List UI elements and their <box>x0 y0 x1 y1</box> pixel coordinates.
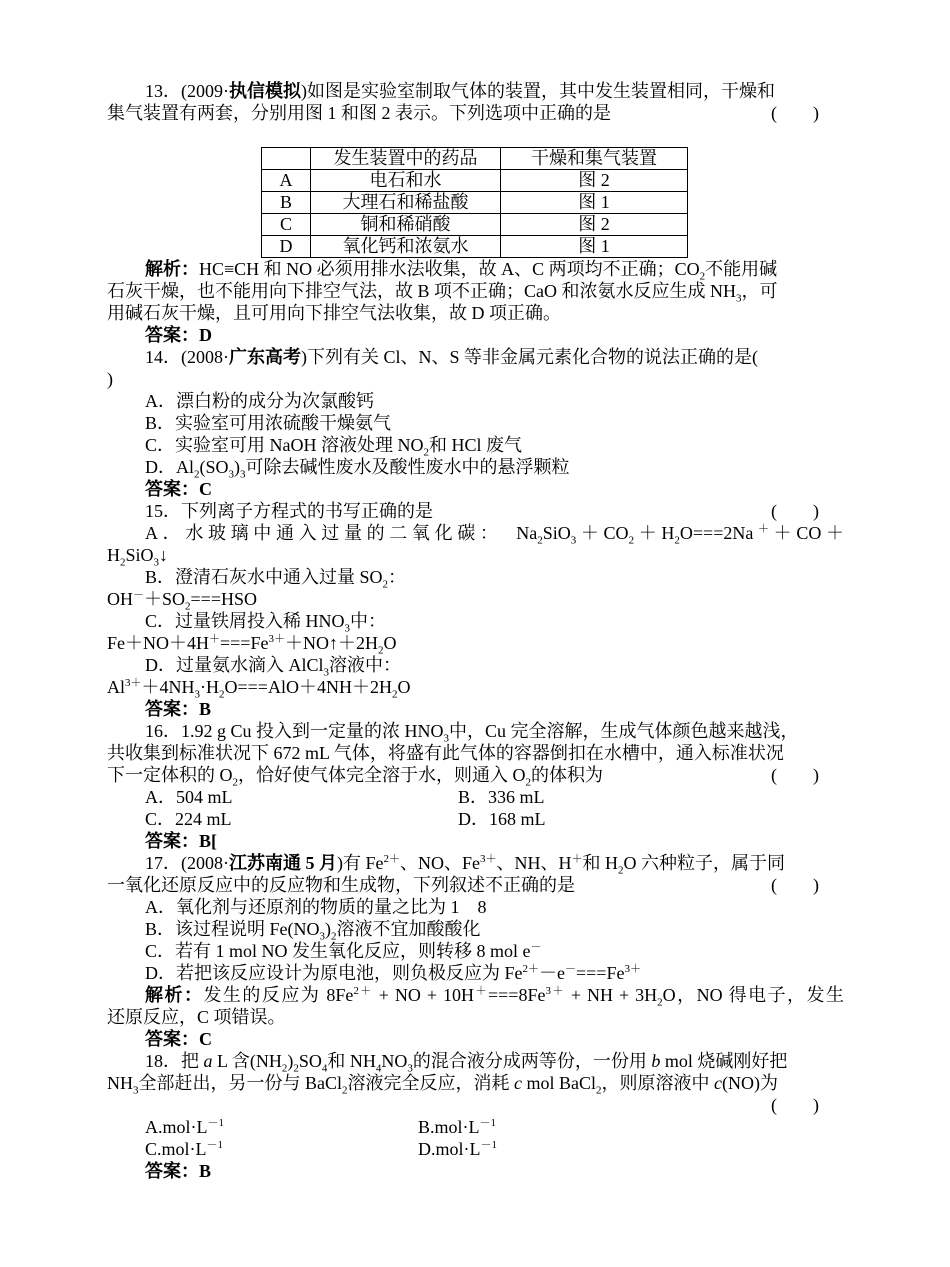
q18-text: 溶液完全反应，消耗 <box>347 1073 515 1093</box>
subscript: 2 <box>331 930 337 943</box>
q13-stem-line2: 集气装置有两套，分别用图 1 和图 2 表示。下列选项中正确的是 <box>107 103 611 123</box>
q15-stem: 15．下列离子方程式的书写正确的是 <box>145 501 433 521</box>
subscript: 2 <box>657 996 663 1009</box>
q14-stem-line2: ) <box>107 369 113 389</box>
table-cell: C <box>262 214 311 236</box>
subscript: 3 <box>228 468 235 481</box>
subscript: 2 <box>618 864 624 877</box>
equation-text: ＋CO＋ <box>773 523 844 543</box>
analysis-text: O，NO 得电子，发生 <box>662 985 845 1005</box>
variable-b: b <box>651 1051 661 1071</box>
q18-option-c <box>145 1138 223 1160</box>
equation-text: SiO <box>542 523 571 543</box>
q17-text: 、NO、Fe <box>400 853 480 873</box>
q14-source: 广东高考 <box>229 347 301 367</box>
q18-text: SO <box>298 1051 322 1071</box>
option-text: C．过量铁屑投入稀 HNO <box>145 611 345 631</box>
option-text: D．若把该反应设计为原电池，则负极反应为 Fe <box>145 963 523 983</box>
superscript: ＋ <box>474 985 488 997</box>
equation-text: ＋4NH <box>141 677 195 697</box>
table-cell: 图 2 <box>501 170 688 192</box>
analysis-label: 解析： <box>145 985 204 1005</box>
table-cell: 图 1 <box>501 192 688 214</box>
q17-option-a: A．氧化剂与还原剂的物质的量之比为 1 8 <box>145 897 487 917</box>
table-cell: B <box>262 192 311 214</box>
q18-text: 的混合液分成两等份，一份用 <box>412 1051 652 1071</box>
equation-text: ===HSO <box>190 589 257 609</box>
table-header-cell: 发生装置中的药品 <box>311 148 501 170</box>
q16-stem-line2: 共收集到标准状况下 672 mL 气体，将盛有此气体的容器倒扣在水槽中，通入标准状况 <box>107 743 784 763</box>
q17-answer-paren: ( ) <box>771 875 819 895</box>
q14-option-a: A．漂白粉的成分为次氯酸钙 <box>145 391 374 411</box>
equation-text: ＋NO↑＋2H <box>284 633 378 653</box>
subscript: 4 <box>321 1062 328 1075</box>
q15-answer: 答案：B <box>145 699 212 719</box>
subscript: 2 <box>232 776 238 789</box>
superscript: －1 <box>479 1117 496 1129</box>
equation-text: ＋CO <box>576 523 629 543</box>
q18-option-d <box>418 1138 497 1160</box>
superscript: 2＋ <box>353 985 373 997</box>
option-text: ===Fe <box>576 963 625 983</box>
q16-text: 中，Cu 完全溶解，生成气体颜色越来越浅， <box>449 721 799 741</box>
superscript: 3＋ <box>545 985 565 997</box>
variable-c: c <box>714 1073 723 1093</box>
superscript: 3＋ <box>624 963 641 975</box>
subscript: 3 <box>240 468 246 481</box>
table-row <box>262 214 688 236</box>
subscript: 2 <box>525 776 531 789</box>
q14-text: )下列有关 Cl、N、S 等非金属元素化合物的说法正确的是( <box>301 347 759 367</box>
q16-stem-line1 <box>145 720 799 745</box>
q15-option-d <box>145 654 402 679</box>
analysis-text: + NO + 10H <box>372 985 475 1005</box>
q18-text: L 含(NH <box>212 1051 282 1071</box>
variable-c: c <box>514 1073 523 1093</box>
q17-analysis-line1 <box>145 984 845 1009</box>
subscript: 2 <box>674 534 680 547</box>
q15-option-b-equation <box>107 588 257 613</box>
table-row <box>262 170 688 192</box>
subscript: 2 <box>391 688 398 701</box>
q14-answer: 答案：C <box>145 479 212 499</box>
q13-analysis-line1 <box>145 258 778 283</box>
equation-text: ===Fe <box>220 633 269 653</box>
option-text: B．澄清石灰水中通入过量 SO <box>145 567 383 587</box>
q17-answer: 答案：C <box>145 1029 212 1049</box>
q15-option-c-equation <box>107 632 397 657</box>
subscript: 2 <box>628 534 635 547</box>
q17-number: 17．(2008· <box>145 853 229 873</box>
subscript: 3 <box>443 732 450 745</box>
equation-text: Fe＋NO＋4H <box>107 633 209 653</box>
q13-number: 13．(2009· <box>145 81 229 101</box>
table-header-row <box>262 148 688 170</box>
subscript: 2 <box>342 1084 348 1097</box>
option-text: A．水玻璃中通入过量的二氧化碳： Na <box>145 523 538 543</box>
equation-text: O <box>397 677 411 697</box>
superscript: －1 <box>207 1117 224 1129</box>
q18-text: 18．把 <box>145 1051 204 1071</box>
option-text: D．Al <box>145 457 194 477</box>
option-text: C．若有 1 mol NO 发生氧化反应，则转移 8 mol e <box>145 941 531 961</box>
table-header-cell: 干燥和集气装置 <box>501 148 688 170</box>
subscript: 3 <box>323 666 330 679</box>
superscript: 2＋ <box>522 963 539 975</box>
q14-option-c <box>145 434 523 459</box>
option-text: D．过量氨水滴入 AlCl <box>145 655 324 675</box>
q13-text: )如图是实验室制取气体的装置，其中发生装置相同，干燥和 <box>301 81 775 101</box>
q13-answer-paren: ( ) <box>771 103 819 123</box>
subscript: 2 <box>120 556 126 569</box>
q18-option-b <box>418 1116 496 1138</box>
q18-option-a <box>145 1116 224 1138</box>
q15-option-a-line2 <box>107 544 169 569</box>
superscript: － <box>133 589 144 601</box>
option-text: B.mol·L <box>418 1117 480 1137</box>
q16-text: 的体积为 <box>531 765 603 785</box>
equation-text: O===2Na <box>679 523 754 543</box>
analysis-text: 发生的反应为 8Fe <box>203 985 354 1005</box>
subscript: 3 <box>407 1062 413 1075</box>
q17-text: )有 Fe <box>337 853 384 873</box>
subscript: 2 <box>281 1062 288 1075</box>
option-text: 溶液不宜加酸酸化 <box>336 919 481 939</box>
q16-option-a: A．504 mL <box>145 787 233 807</box>
q15-option-d-equation <box>107 676 411 701</box>
option-text: ) <box>325 919 331 939</box>
q18-answer-paren: ( ) <box>771 1095 819 1115</box>
superscript: 3＋ <box>125 677 142 689</box>
subscript: 2 <box>377 644 384 657</box>
option-text: －e <box>539 963 565 983</box>
q17-stem-line2: 一氧化还原反应中的反应物和生成物，下列叙述不正确的是 <box>107 875 575 895</box>
q15-option-b <box>145 566 407 591</box>
option-text: D.mol·L <box>418 1139 481 1159</box>
q16-text: 下一定体积的 O <box>107 765 233 785</box>
q16-option-c: C．224 mL <box>145 809 232 829</box>
equation-text: H <box>107 545 120 565</box>
q14-number: 14．(2008· <box>145 347 229 367</box>
superscript: － <box>565 963 576 975</box>
subscript: 3 <box>133 1084 139 1097</box>
equation-text: ＋SO <box>144 589 186 609</box>
variable-a: a <box>203 1051 213 1071</box>
analysis-text: 不能用碱 <box>705 259 778 279</box>
subscript: 3 <box>153 556 160 569</box>
q18-text: (NO)为 <box>722 1073 779 1093</box>
table-cell: 氧化钙和浓氨水 <box>311 236 501 258</box>
q15-option-a-line1 <box>145 522 844 547</box>
subscript: 2 <box>382 578 389 591</box>
table-cell: D <box>262 236 311 258</box>
analysis-text: 石灰干燥，也不能用向下排空气法，故 B 项不正确；CaO 和浓氨水反应生成 NH <box>107 281 736 301</box>
q16-answer: 答案：B[ <box>145 831 217 851</box>
option-text: 和 HCl 废气 <box>429 435 523 455</box>
option-text: C.mol·L <box>145 1139 207 1159</box>
analysis-text: ，可 <box>741 281 778 301</box>
superscript: － <box>530 941 542 953</box>
superscript: 3＋ <box>480 853 497 865</box>
subscript: 3 <box>736 292 742 305</box>
option-text: (SO <box>199 457 229 477</box>
subscript: 2 <box>699 270 706 283</box>
q18-text: mol BaCl <box>522 1073 597 1093</box>
table-cell: A <box>262 170 311 192</box>
q18-stem-line2 <box>107 1072 779 1097</box>
equation-text: ·H <box>200 677 219 697</box>
option-text: B．该过程说明 Fe(NO <box>145 919 320 939</box>
q18-text: mol 烧碱刚好把 <box>660 1051 788 1071</box>
subscript: 2 <box>423 446 429 459</box>
q17-source: 江苏南通 5 月 <box>229 853 337 873</box>
q17-analysis-line2: 还原反应，C 项错误。 <box>107 1007 286 1027</box>
option-text: C．实验室可用 NaOH 溶液处理 NO <box>145 435 424 455</box>
q16-stem-line3 <box>107 764 603 789</box>
down-arrow-symbol: ↓ <box>159 545 169 565</box>
table-cell: 电石和水 <box>311 170 501 192</box>
equation-text: Al <box>107 677 125 697</box>
q14-option-b: B．实验室可用浓硫酸干燥氨气 <box>145 413 392 433</box>
q18-text: ) <box>287 1051 294 1071</box>
superscript: ＋ <box>571 853 583 865</box>
equation-text: SiO <box>125 545 154 565</box>
subscript: 3 <box>319 930 325 943</box>
q16-option-d: D．168 mL <box>458 809 546 829</box>
q17-option-b <box>145 918 481 943</box>
subscript: 2 <box>194 468 200 481</box>
subscript: 2 <box>185 600 191 613</box>
analysis-text: ===8Fe <box>488 985 546 1005</box>
q17-option-d <box>145 962 641 984</box>
analysis-text: + NH + 3H <box>564 985 658 1005</box>
q18-text: 和 NH <box>327 1051 376 1071</box>
q18-answer: 答案：B <box>145 1161 212 1181</box>
analysis-text: HC≡CH 和 NO 必须用排水法收集，故 A、C 两项均不正确；CO <box>199 259 700 279</box>
q17-text: 和 H <box>582 853 618 873</box>
subscript: 2 <box>596 1084 602 1097</box>
q17-text: O 六种粒子，属于同 <box>623 853 785 873</box>
q13-analysis-line3: 用碱石灰干燥，且可用向下排空气法收集，故 D 项正确。 <box>107 303 561 323</box>
q15-answer-paren: ( ) <box>771 501 819 521</box>
q18-text: 全部赶出，另一份与 BaCl <box>138 1073 343 1093</box>
superscript: ＋ <box>209 633 220 645</box>
subscript: 2 <box>293 1062 299 1075</box>
table-cell: 铜和稀硝酸 <box>311 214 501 236</box>
superscript: 2＋ <box>383 853 400 865</box>
table-cell: 图 2 <box>501 214 688 236</box>
q13-answer: 答案：D <box>145 325 212 345</box>
q16-answer-paren: ( ) <box>771 765 819 785</box>
q14-stem-line1 <box>145 346 758 368</box>
q16-text: 16．1.92 g Cu 投入到一定量的浓 HNO <box>145 721 444 741</box>
table-cell: 大理石和稀盐酸 <box>311 192 501 214</box>
subscript: 3 <box>194 688 200 701</box>
q14-option-d <box>145 456 570 481</box>
q18-text: NO <box>381 1051 408 1071</box>
option-text: 中： <box>350 611 387 631</box>
q17-stem-line1 <box>145 852 785 877</box>
analysis-label: 解析： <box>145 259 199 279</box>
option-text: A.mol·L <box>145 1117 208 1137</box>
q17-option-c <box>145 940 542 962</box>
option-text: ) <box>234 457 241 477</box>
equation-text: O <box>383 633 397 653</box>
superscript: －1 <box>480 1139 497 1151</box>
option-text: 可除去碱性废水及酸性废水中的悬浮颗粒 <box>245 457 570 477</box>
q17-text: 、NH、H <box>496 853 572 873</box>
q15-option-c <box>145 610 387 635</box>
superscript: －1 <box>206 1139 223 1151</box>
superscript: ＋ <box>753 523 774 535</box>
equation-text: ＋H <box>634 523 675 543</box>
q13-source: 执信模拟 <box>229 81 301 101</box>
subscript: 4 <box>375 1062 382 1075</box>
q18-text: ，则原溶液中 <box>601 1073 715 1093</box>
superscript: 3＋ <box>268 633 285 645</box>
q13-options-table <box>261 147 688 258</box>
q18-stem-line1 <box>145 1050 788 1075</box>
table-header-cell <box>262 148 311 170</box>
subscript: 3 <box>570 534 577 547</box>
subscript: 2 <box>219 688 225 701</box>
table-row <box>262 192 688 214</box>
q16-option-b: B．336 mL <box>458 787 545 807</box>
table-row <box>262 236 688 258</box>
option-text: ： <box>388 567 407 587</box>
table-cell: 图 1 <box>501 236 688 258</box>
q13-analysis-line2 <box>107 280 778 305</box>
option-text: 溶液中： <box>329 655 402 675</box>
subscript: 3 <box>344 622 351 635</box>
q13-stem-line1 <box>145 80 775 102</box>
subscript: 2 <box>537 534 543 547</box>
equation-text: O===AlO＋4NH＋2H <box>224 677 392 697</box>
q18-text: NH <box>107 1073 133 1093</box>
q16-text: ，恰好使气体完全溶于水，则通入 O <box>238 765 526 785</box>
equation-text: OH <box>107 589 133 609</box>
